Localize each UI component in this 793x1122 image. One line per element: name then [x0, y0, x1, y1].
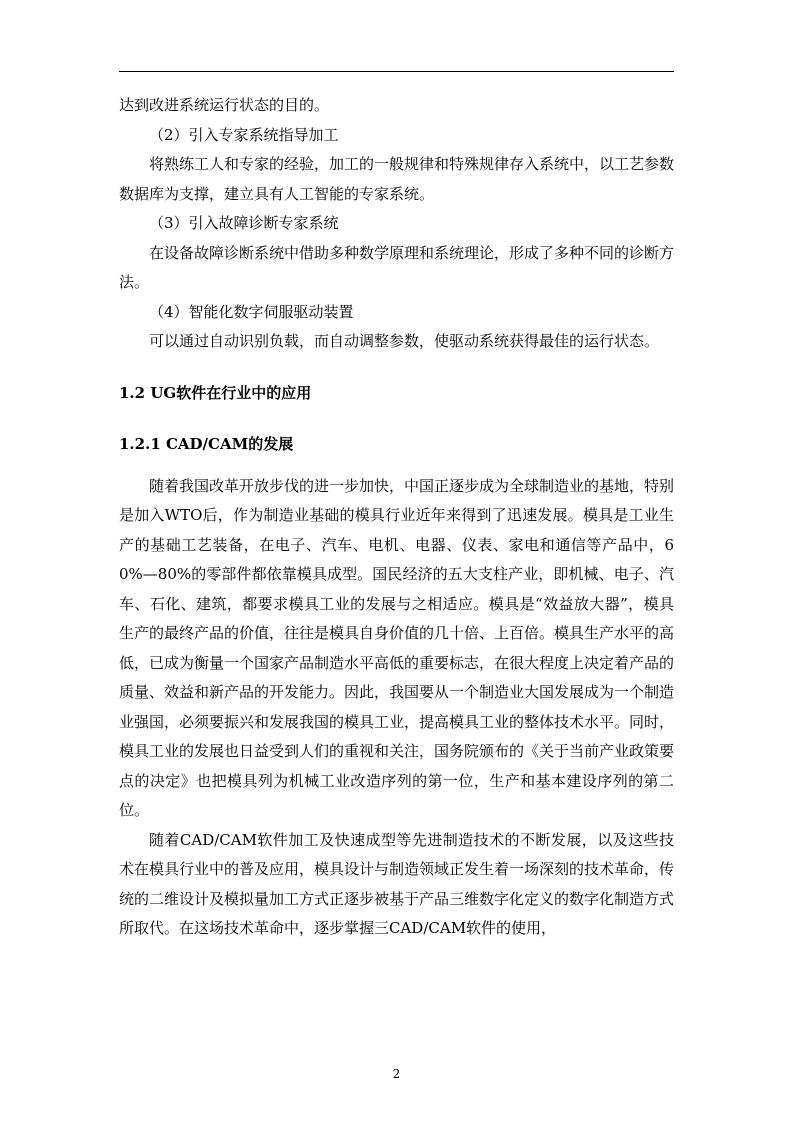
- section-heading-1-2: 1.2 UG软件在行业中的应用: [119, 383, 312, 402]
- body-paragraph-2: 随着CAD/CAM软件加工及快速成型等先进制造技术的不断发展，以及这些技术在模具行业中的普及应用，模具设计与制造领域正发生着一场深刻的技术革命，传统的二维设计及模拟量加工方式正逐步被基于产品三维数字化定义的数字化制造方式所取代。在这场技术革命中，逐步掌握三CAD/CAM软件的使用，: [119, 830, 675, 937]
- body-paragraph-1: 随着我国改革开放步伐的进一步加快，中国正逐步成为全球制造业的基地，特别是加入WTO后，作为制造业基础的模具行业近年来得到了迅速发展。模具是工业生产的基础工艺装备，在电子、汽车、电机、电器、仪表、家电和通信等产品中，60%—80%的零部件都依靠模具成型。国民经济的五大支柱产业，即机械、电子、汽车、石化、建筑，都要求模具工业的发展与之相适应。模具是“效益放大器”，模具生产的最终产品的价值，往往是模具自身价值的几十倍、上百倍。模具生产水平的高低，已成为衡量一个国家产品制造水平高低的重要标志，在很大程度上决定着产品的质量、效益和新产品的开发能力。因此，我国要从一个制造业大国发展成为一个制造业强国，必须要振兴和发展我国的模具工业，提高模具工业的整体技术水平。同时，模具工业的发展也日益受到人们的重视和关注，国务院颁布的《关于当前产业政策要点的决定》也把模具列为机械工业改造序列的第一位，生产和基本建设序列的第二位。: [119, 476, 675, 819]
- continued-paragraph: 达到改进系统运行状态的目的。: [119, 96, 330, 114]
- header-rule: [119, 71, 674, 72]
- page-number: 2: [392, 1067, 401, 1081]
- list-item-body-2: 将熟练工人和专家的经验，加工的一般规律和特殊规律存入系统中，以工艺参数数据库为支撑，建立具有人工智能的专家系统。: [119, 155, 675, 203]
- list-item-title-2: （2）引入专家系统指导加工: [149, 125, 339, 144]
- section-heading-1-2-1: 1.2.1 CAD/CAM的发展: [119, 435, 294, 453]
- list-item-title-3: （3）引入故障诊断专家系统: [149, 214, 339, 232]
- document-body: [119, 91, 674, 944]
- list-item-body-3: 在设备故障诊断系统中借助多种数学原理和系统理论，形成了多种不同的诊断方法。: [119, 243, 675, 291]
- list-item-body-4: 可以通过自动识别负载，而自动调整参数，使驱动系统获得最佳的运行状态。: [149, 332, 660, 350]
- list-item-title-4: （4）智能化数字伺服驱动装置: [149, 302, 354, 321]
